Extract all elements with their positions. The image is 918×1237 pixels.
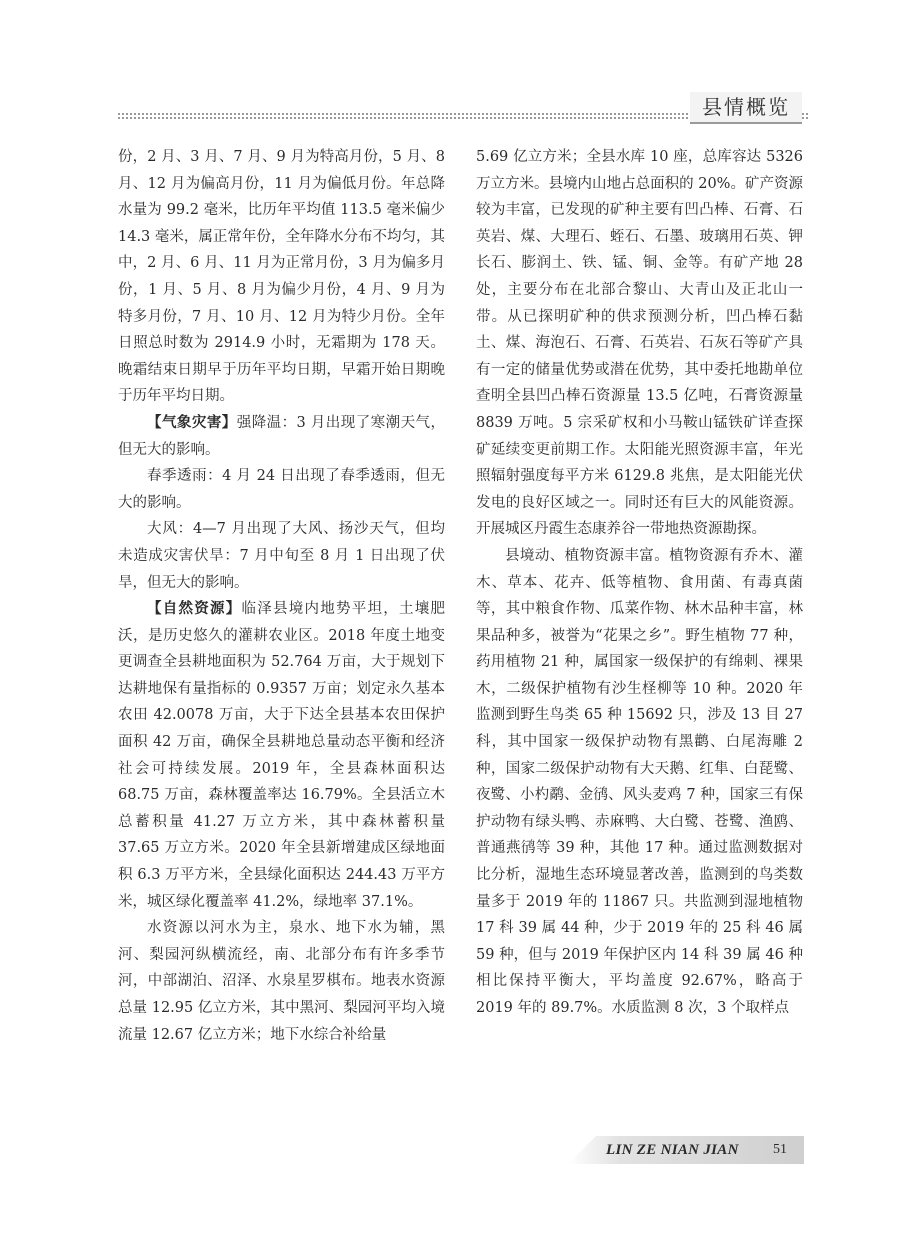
paragraph [118, 144, 445, 410]
paragraph [476, 144, 803, 543]
paragraph-text: 春季透雨：4 月 24 日出现了春季透雨，但无大的影响。 [118, 468, 445, 511]
section-title: 县情概览 [690, 92, 802, 124]
paragraph [118, 463, 445, 516]
paragraph-lead: 【自然资源】 [147, 601, 242, 618]
paragraph [118, 596, 445, 915]
paragraph-lead: 【气象灾害】 [147, 414, 237, 431]
paragraph-text: 强降温：3 月出现了寒潮天气，但无大的影响。 [118, 414, 445, 458]
paragraph-text: 县境动、植物资源丰富。植物资源有乔木、灌木、草本、花卉、低等植物、食用菌、有毒真菌等，其中粮食作物、瓜菜作物、林木品种丰富，林果品种多，被誉为“花果之乡”。野生植物 77 种，药用植物 21 种，属国家一级保护的有绵刺、裸果木，二级保护植物有沙生柽柳等 10 种。2020 年监测到野生鸟类 65 种 15692 只，涉及 13 目 27 科，其中国家一级保护动物有黑鹳、白尾海雕 2 种，国家二级保护动物有大天鹅、红隼、白琵鹭、夜鹭、小杓鹬、金鸻、风头麦鸡 7 种，国家三有保护动物有绿头鸭、赤麻鸭、大白鹭、苍鹭、渔鸥、普通燕鸻等 39 种，其他 17 种。通过监测数据对比分析，湿地生态环境显著改善，监测到的鸟类数量多于 2019 年的 11867 只。共监测到湿地植物 17 科 39 属 44 种，少于 2019 年的 25 科 46 属 59 种，但与 2019 年保护区内 14 科 39 属 46 种相比保持平衡大，平均盖度 92.67%，略高于 2019 年的 89.7%。水质监测 8 次，3 个取样点 [476, 547, 803, 1016]
paragraph-text: 大风：4—7 月出现了大风、扬沙天气，但均未造成灾害伏旱：7 月中旬至 8 月 1 日出现了伏旱，但无大的影响。 [118, 521, 445, 591]
paragraph-text: 5.69 亿立方米；全县水库 10 座，总库容达 5326 万立方米。县境内山地占总面积的 20%。矿产资源较为丰富，已发现的矿种主要有凹凸棒、石膏、石英岩、煤、大理石、蛭石、石墨、玻璃用石英、钾长石、膨润土、铁、锰、铜、金等。有矿产地 28 处，主要分布在北部合黎山、大青山及正北山一带。从已探明矿种的供求预测分析，凹凸棒石黏土、煤、海泡石、石膏、石英岩、石灰石等矿产具有一定的储量优势或潜在优势，其中委托地勘单位查明全县凹凸棒石资源量 13.5 亿吨，石膏资源量 8839 万吨。5 宗采矿权和小马鞍山锰铁矿详查探矿延续变更前期工作。太阳能光照资源丰富，年光照辐射强度每平方米 6129.8 兆焦，是太阳能光伏发电的良好区域之一。同时还有巨大的风能资源。开展城区丹霞生态康养谷一带地热资源勘探。 [476, 149, 803, 538]
page-number: 51 [773, 1142, 787, 1157]
left-column [118, 144, 445, 1048]
paragraph [118, 915, 445, 1048]
paragraph-text: 临泽县境内地势平坦，土壤肥沃，是历史悠久的灌耕农业区。2018 年度土地变更调查全县耕地面积为 52.764 万亩，大于规划下达耕地保有量指标的 0.9357 万亩；划定永久基本农田 42.0078 万亩，大于下达全县基本农田保护面积 42 万亩，确保全县耕地总量动态平衡和经济社会可持续发展。2019 年，全县森林面积达 68.75 万亩，森林覆盖率达 16.79%。全县活立木总蓄积量 41.27 万立方米，其中森林蓄积量 37.65 万立方米。2020 年全县新增建成区绿地面积 6.3 万平方米，全县绿化面积达 244.43 万平方米，城区绿化覆盖率 41.2%，绿地率 37.1%。 [118, 601, 445, 910]
footer-title: LIN ZE NIAN JIAN [606, 1142, 739, 1158]
paragraph-text: 水资源以河水为主，泉水、地下水为辅，黑河、梨园河纵横流经，南、北部分布有许多季节河，中部湖泊、沼泽、水泉星罗棋布。地表水资源总量 12.95 亿立方米，其中黑河、梨园河平均入境流量 12.67 亿立方米；地下水综合补给量 [118, 920, 445, 1043]
paragraph-text: 份，2 月、3 月、7 月、9 月为特高月份，5 月、8 月、12 月为偏高月份，11 月为偏低月份。年总降水量为 99.2 毫米，比历年平均值 113.5 毫米偏少 14.3 毫米，属正常年份，全年降水分布不均匀，其中，2 月、6 月、11 月为正常月份，3 月为偏多月份，1 月、5 月、8 月为偏少月份，4 月、9 月为特多月份，7 月、10 月、12 月为特少月份。全年日照总时数为 2914.9 小时，无霜期为 178 天。晚霜结束日期早于历年平均日期，早霜开始日期晚于历年平均日期。 [118, 149, 445, 405]
paragraph [118, 516, 445, 596]
paragraph [476, 543, 803, 1022]
paragraph [118, 410, 445, 463]
right-column [476, 144, 803, 1022]
